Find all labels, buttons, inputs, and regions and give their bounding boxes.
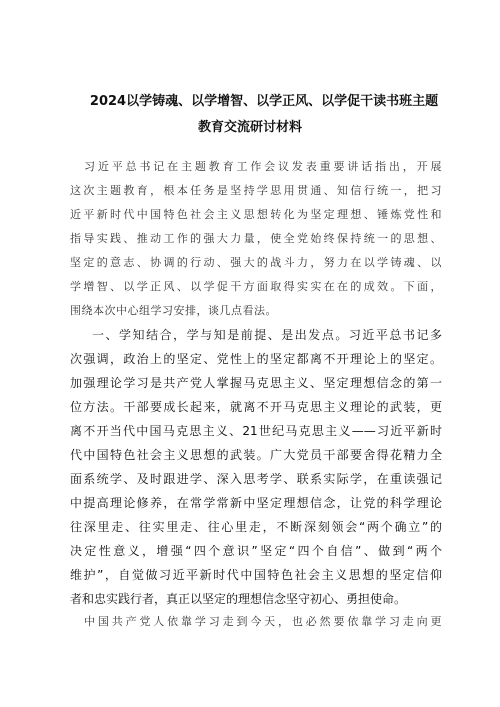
section-line: 次强调，政治上的坚定、党性上的坚定都离不开理论上的坚定。 — [70, 352, 442, 366]
section-line: 一、学知结合，学与知是前提、是出发点。习近平总书记多 — [92, 328, 442, 342]
section-line: 加强理论学习是共产党人掌握马克思主义、坚定理想信念的第一 — [70, 376, 442, 390]
document-title-line-2: 教育交流研讨材料 — [197, 120, 302, 135]
intro-line: 围绕本次中心组学习安排，谈几点看法。 — [70, 304, 277, 317]
intro-line: 坚定的意志、协调的行动、强大的战斗力，努力在以学铸魂、以 — [70, 256, 442, 269]
section-line: 维护”，自觉做习近平新时代中国特色社会主义思想的坚定信仰 — [70, 568, 442, 582]
section-line: 决定性意义，增强“四个意识”坚定“四个自信”、做到“两个 — [70, 544, 442, 558]
document-title-line-1: 2024以学铸魂、以学增智、以学正风、以学促干读书班主题 — [89, 94, 439, 109]
section-line: 位方法。干部要成长起来，就离不开马克思主义理论的武装，更 — [70, 400, 442, 414]
section-line: 面系统学、及时跟进学、深入思考学、联系实际学，在重读强记 — [70, 472, 442, 486]
section-line: 离不开当代中国马克思主义、21世纪马克思主义——习近平新时 — [70, 424, 442, 438]
section-line: 往深里走、往实里走、往心里走，不断深刻领会“两个确立”的 — [70, 520, 442, 534]
intro-line: 这次主题教育，根本任务是坚持学思用贯通、知信行统一，把习 — [70, 184, 442, 197]
intro-line: 习近平总书记在主题教育工作会议发表重要讲话指出，开展 — [84, 160, 442, 173]
intro-line: 学增智、以学正风、以学促干方面取得实实在在的成效。下面， — [70, 280, 442, 293]
section-line: 代中国特色社会主义思想的武装。广大党员干部要舍得花精力全 — [70, 448, 442, 462]
intro-line: 指导实践、推动工作的强大力量，使全党始终保持统一的思想、 — [70, 232, 442, 245]
section-line: 中提高理论修养，在常学常新中坚定理想信念，让党的科学理论 — [70, 496, 442, 510]
intro-line: 近平新时代中国特色社会主义思想转化为坚定理想、锤炼党性和 — [70, 208, 442, 221]
section-line: 者和忠实践行者，真正以坚定的理想信念坚守初心、勇担使命。 — [70, 592, 407, 606]
next-paragraph-line: 中国共产党人依靠学习走到今天，也必然要依靠学习走向更 — [84, 615, 442, 628]
